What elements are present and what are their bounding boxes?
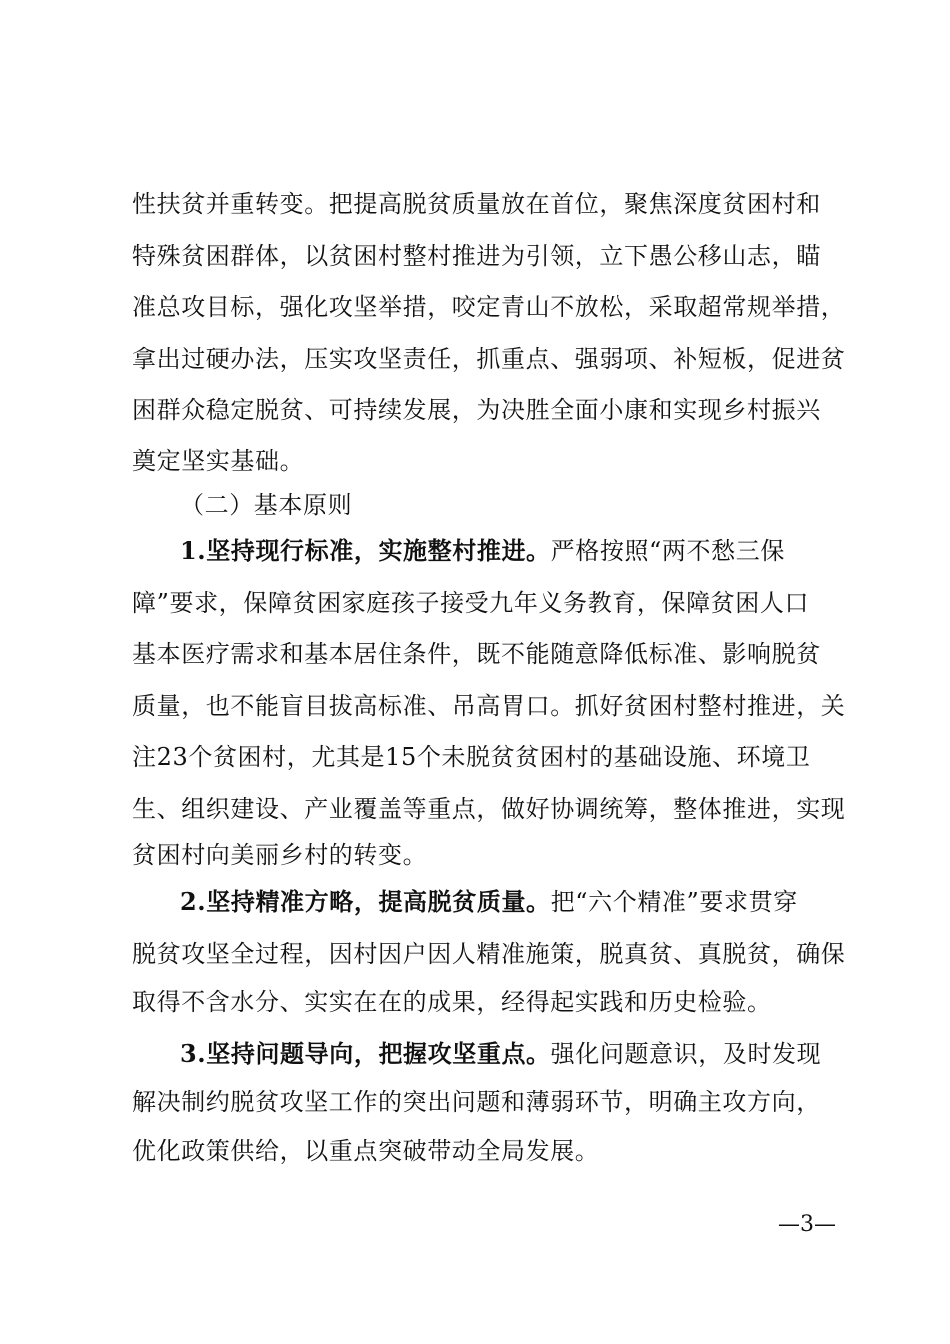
principle-2-title: 2.坚持精准方略，提高脱贫质量。 [180,887,551,916]
body-text-line: 奠定坚实基础。 [132,447,305,475]
body-text-line: 注23个贫困村，尤其是15个未脱贫贫困村的基础设施、环境卫 [132,743,811,771]
principle-3-first-line [180,1038,832,1070]
body-text-line: 基本医疗需求和基本居住条件，既不能随意降低标准、影响脱贫 [132,640,821,668]
body-text-line: 取得不含水分、实实在在的成果，经得起实践和历史检验。 [132,988,772,1016]
principle-1-title: 1.坚持现行标准，实施整村推进。 [180,536,551,565]
page-number: —3— [778,1212,836,1237]
body-text-line: 解决制约脱贫攻坚工作的突出问题和薄弱环节，明确主攻方向， [132,1088,821,1116]
principle-3-text: 强化问题意识，及时发现 [550,1040,822,1068]
body-text-line: 性扶贫并重转变。把提高脱贫质量放在首位，聚焦深度贫困村和 [132,190,821,218]
body-text-line: 特殊贫困群体，以贫困村整村推进为引领，立下愚公移山志，瞄 [132,242,821,270]
body-text-line: 质量，也不能盲目拔高标准、吊高胃口。抓好贫困村整村推进，关 [132,692,846,720]
principle-3-title: 3.坚持问题导向，把握攻坚重点。 [180,1039,551,1068]
body-text-line: 障”要求，保障贫困家庭孩子接受九年义务教育，保障贫困人口 [132,589,810,617]
body-text-line: 生、组织建设、产业覆盖等重点，做好协调统筹，整体推进，实现 [132,795,846,823]
principle-2-text: 把“六个精准”要求贯穿 [550,888,798,916]
body-text-line: 脱贫攻坚全过程，因村因户因人精准施策，脱真贫、真脱贫，确保 [132,940,846,968]
body-text-line: 贫困村向美丽乡村的转变。 [132,841,428,869]
body-text-line: 拿出过硬办法，压实攻坚责任，抓重点、强弱项、补短板，促进贫 [132,345,846,373]
body-text-line: 准总攻目标，强化攻坚举措，咬定青山不放松，采取超常规举措， [132,293,846,321]
section-heading: （二）基本原则 [180,491,353,519]
principle-2-first-line [180,886,832,918]
principle-1-text: 严格按照“两不愁三保 [550,537,785,565]
body-text-line: 优化政策供给，以重点突破带动全局发展。 [132,1137,600,1165]
body-text-line: 困群众稳定脱贫、可持续发展，为决胜全面小康和实现乡村振兴 [132,396,821,424]
principle-1-first-line [180,535,832,567]
